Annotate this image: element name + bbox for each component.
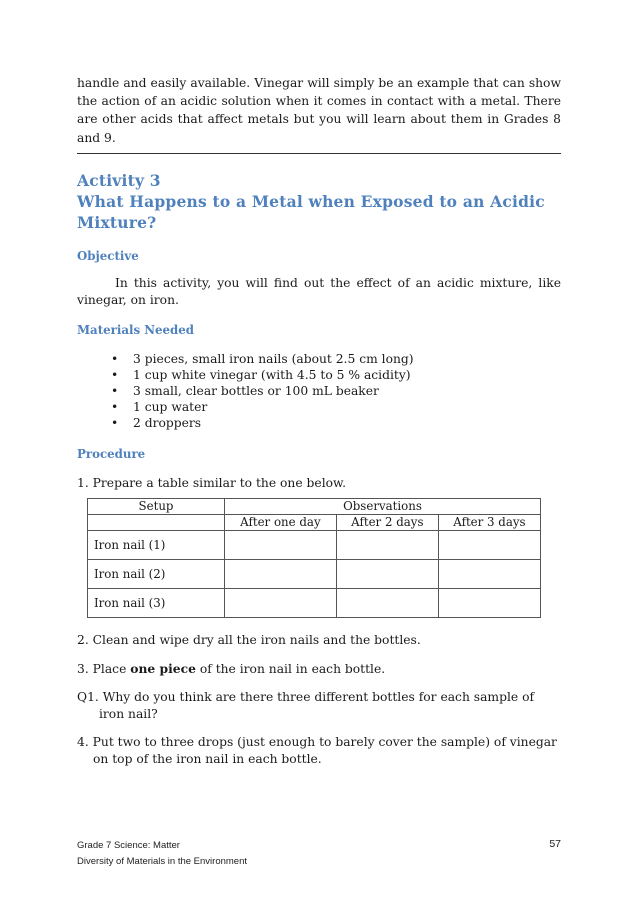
procedure-step-2: 2. Clean and wipe dry all the iron nails and the bottles. — [77, 632, 421, 647]
procedure-step-1: 1. Prepare a table similar to the one below. — [77, 475, 347, 490]
table-cell — [336, 559, 438, 588]
list-item: • 1 cup white vinegar (with 4.5 to 5 % acidity) — [111, 367, 411, 382]
footer-course: Grade 7 Science: Matter — [77, 840, 180, 851]
list-item: • 1 cup water — [111, 399, 208, 414]
list-item: • 3 small, clear bottles or 100 mL beaker — [111, 383, 379, 398]
subheader-day-2: After 2 days — [336, 514, 438, 530]
list-item: • 2 droppers — [111, 415, 202, 430]
objective-heading: Objective — [77, 248, 139, 263]
page-number: 57 — [549, 838, 561, 850]
bullet-icon: • — [111, 351, 119, 366]
activity-title: What Happens to a Metal when Exposed to an Acidic Mixture? — [77, 191, 545, 232]
table-cell — [438, 559, 540, 588]
table-cell — [225, 559, 337, 588]
empty-cell — [88, 514, 225, 530]
procedure-step-3: 3. Place one piece of the iron nail in each bottle. — [77, 660, 386, 676]
table-subheader-row — [88, 514, 541, 530]
section-divider — [77, 153, 561, 154]
table-row — [88, 559, 541, 588]
observations-header: Observations — [225, 498, 541, 514]
table-cell — [438, 530, 540, 559]
bullet-icon: • — [111, 415, 119, 430]
procedure-heading: Procedure — [77, 446, 146, 461]
table-cell — [336, 530, 438, 559]
row-label: Iron nail (1) — [88, 530, 225, 559]
list-item: • 3 pieces, small iron nails (about 2.5 cm long) — [111, 351, 414, 366]
activity-heading — [77, 170, 561, 233]
page-content — [77, 74, 561, 768]
table-cell — [225, 530, 337, 559]
subheader-day-1: After one day — [225, 514, 337, 530]
table-cell — [438, 588, 540, 617]
table-row — [88, 588, 541, 617]
activity-number: Activity 3 — [77, 170, 161, 190]
procedure-step-4: 4. Put two to three drops (just enough to barely cover the sample) of vinegar on top of the iron nail in each bottle. — [77, 734, 557, 766]
row-label: Iron nail (3) — [88, 588, 225, 617]
emphasis-text: one piece — [130, 660, 196, 676]
row-label: Iron nail (2) — [88, 559, 225, 588]
bullet-icon: • — [111, 399, 119, 414]
subheader-day-3: After 3 days — [438, 514, 540, 530]
materials-heading: Materials Needed — [77, 322, 195, 337]
bullet-icon: • — [111, 367, 119, 382]
table-cell — [225, 588, 337, 617]
observation-table — [87, 498, 541, 618]
intro-paragraph: handle and easily available. Vinegar will simply be an example that can show the action of an acidic solution when it comes in contact with a metal. There are other acids that affect metals but you will learn about them in Grades 8 and 9. — [77, 76, 561, 145]
footer-module: Diversity of Materials in the Environment — [77, 856, 248, 867]
table-row — [88, 530, 541, 559]
materials-list — [77, 351, 561, 431]
bullet-icon: • — [111, 383, 119, 398]
setup-header: Setup — [88, 498, 225, 514]
table-cell — [336, 588, 438, 617]
objective-text: In this activity, you will find out the effect of an acidic mixture, like vinegar, on iron. — [77, 275, 561, 307]
table-header-row — [88, 498, 541, 514]
page-footer — [77, 838, 247, 870]
question-1: Q1. Why do you think are there three different bottles for each sample of iron nail? — [77, 689, 535, 721]
